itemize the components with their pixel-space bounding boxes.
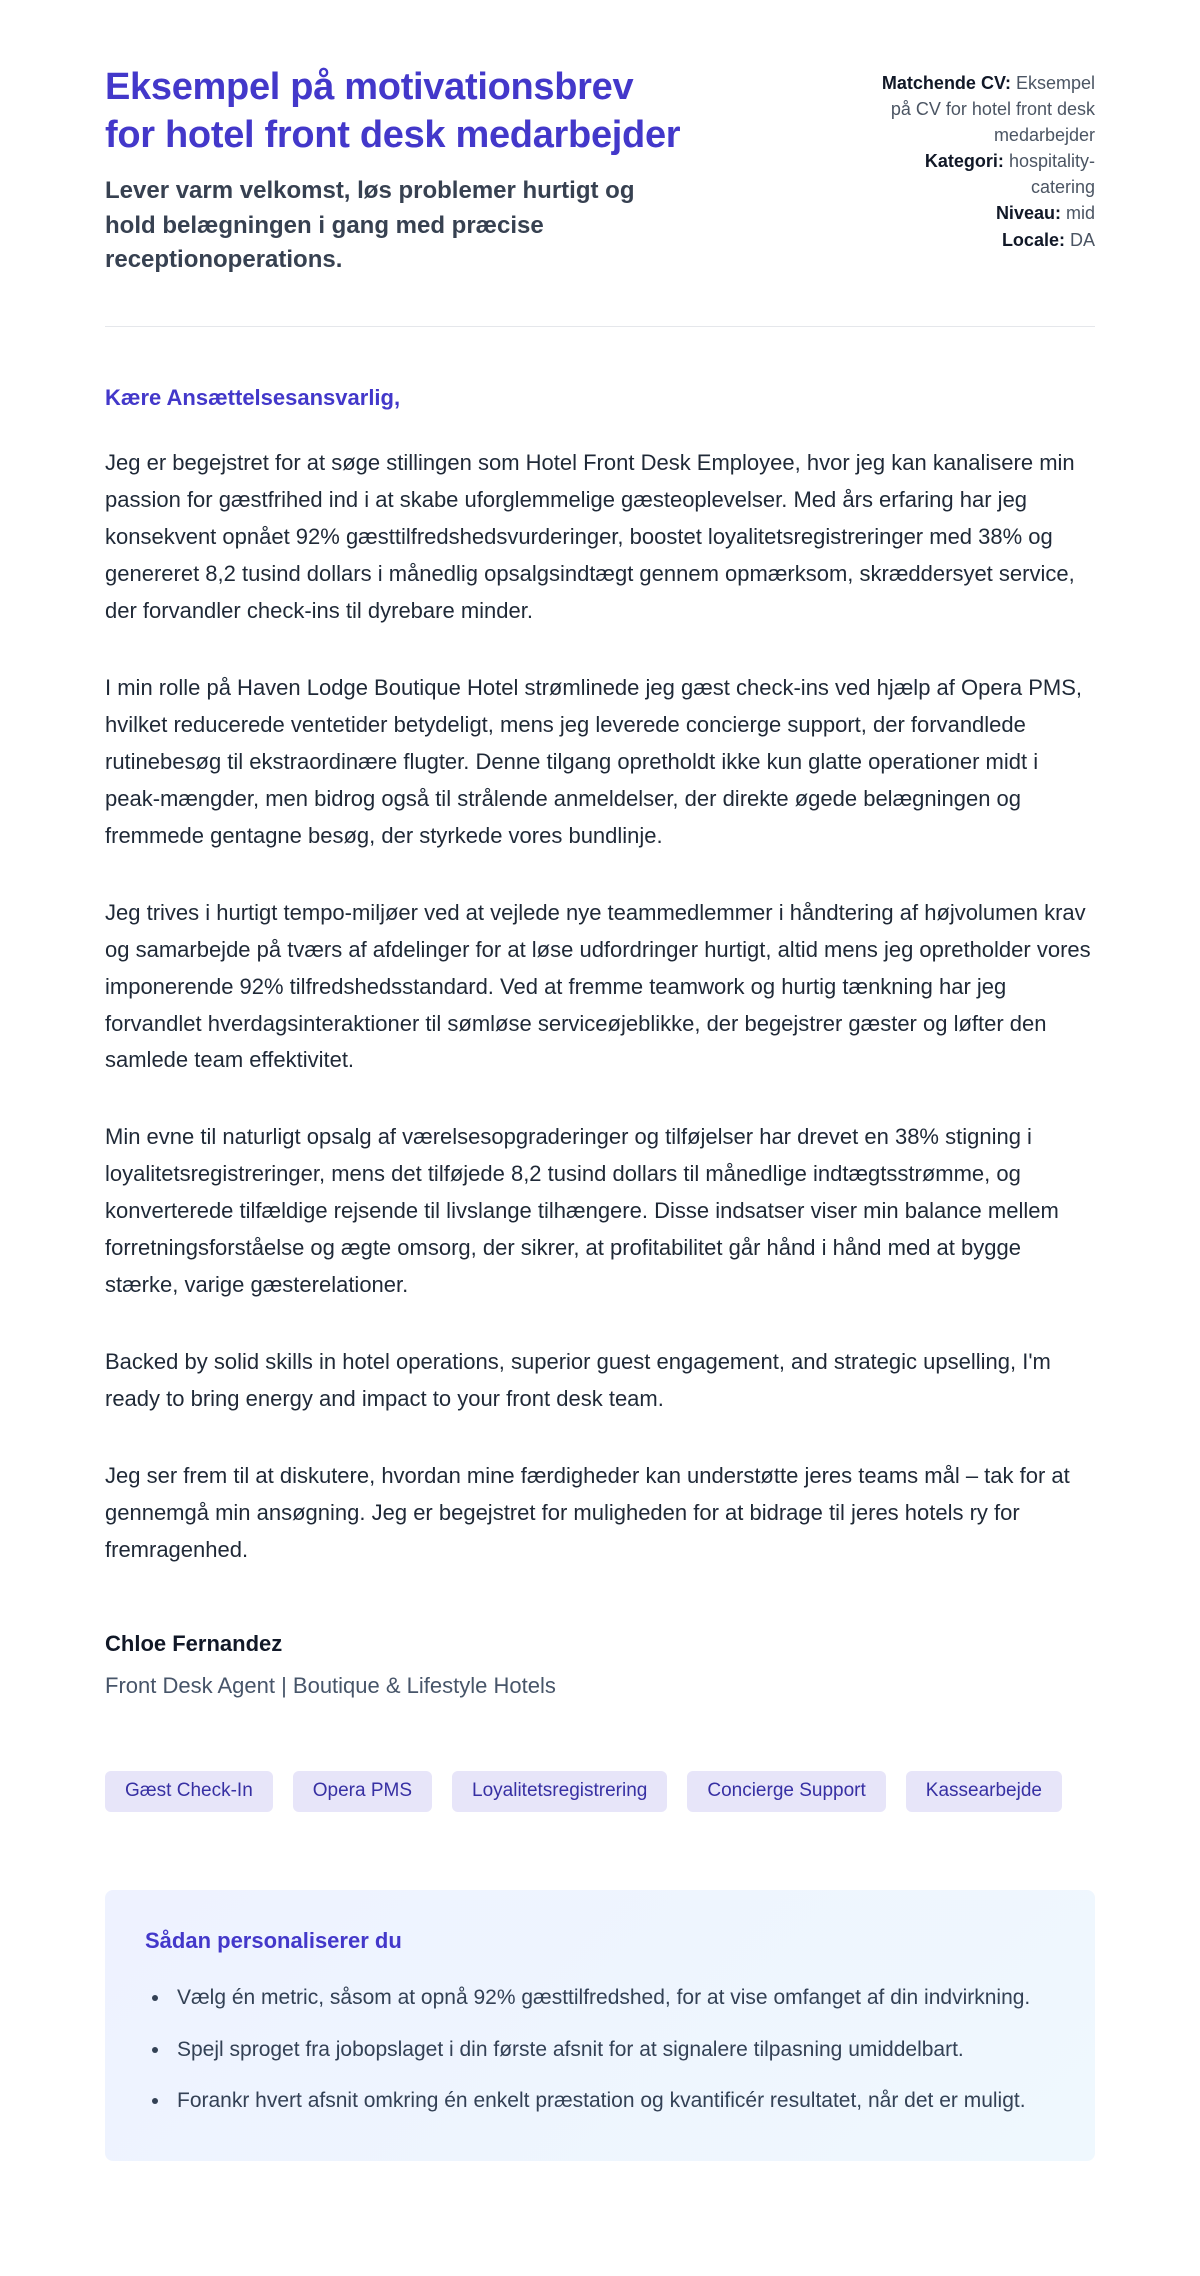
tip-item: • Spejl sproget fra jobopslaget i din første afsnit for at signalere tilpasning umiddelbart.: [171, 2032, 1055, 2068]
signature-block: [105, 1631, 1095, 1699]
page-subtitle: Lever varm velkomst, løs problemer hurtigt og hold belægningen i gang med præcise receptionoperations.: [105, 176, 635, 274]
meta-value: mid: [1065, 203, 1095, 224]
meta-row-matching-cv: [880, 70, 1095, 148]
meta-value: hospitality-catering: [1008, 151, 1095, 198]
meta-row-locale: [880, 227, 1095, 253]
callout-title: Sådan personaliserer du: [145, 1927, 402, 1953]
letter-body: [105, 385, 1095, 2161]
meta-value: Eksempel på CV for hotel front desk medarbejder: [890, 73, 1095, 146]
greeting: Kære Ansættelsesansvarlig,: [105, 385, 401, 411]
personalization-tips-callout: [105, 1890, 1095, 2161]
signature-name: Chloe Fernandez: [105, 1630, 283, 1656]
tip-item: • Vælg én metric, såsom at opnå 92% gæsttilfredshed, for at vise omfanget af din indvirkning.: [171, 1980, 1055, 2016]
callout-tips-list: [145, 1980, 1055, 2119]
body-paragraph: Jeg trives i hurtigt tempo-miljøer ved at vejlede nye teammedlemmer i håndtering af højvolumen krav og samarbejde på tværs af afdelinger for at løse udfordringer hurtigt, altid mens jeg opretholder vores imponerende 92% tilfredshedsstandard. Ved at fremme teamwork og hurtig tænkning har jeg forvandlet hverdagsinteraktioner til sømløse serviceøjeblikke, der begejstrer gæster og løfter den samlede team effektivitet.: [105, 899, 1091, 1073]
header: [105, 64, 1095, 278]
body-paragraph: I min rolle på Haven Lodge Boutique Hotel strømlinede jeg gæst check-ins ved hjælp af Opera PMS, hvilket reducerede ventetider betydeligt, mens jeg leverede concierge support, der forvandlede rutinebesøg til ekstraordinære flugter. Denne tilgang opretholdt ikke kun glatte operationer midt i peak-mængder, men bidrog også til strålende anmeldelser, der direkte øgede belægningen og fremmede gentagne besøg, der styrkede vores bundlinje.: [105, 674, 1083, 848]
body-paragraph: Min evne til naturligt opsalg af værelsesopgraderinger og tilføjelser har drevet en 38% stigning i loyalitetsregistreringer, mens det tilføjede 8,2 tusind dollars til månedlige indtægtsstrømme, og konverterede tilfældige rejsende til livslange tilhængere. Disse indsatser viser min balance mellem forretningsforståelse og ægte omsorg, der sikrer, at profitabilitet går hånd i hånd med at bygge stærke, varige gæsterelationer.: [105, 1124, 1059, 1298]
meta-label: Locale:: [1001, 229, 1065, 250]
tag-chip-concierge: Concierge Support: [687, 1771, 885, 1812]
divider: [105, 326, 1095, 327]
tag-chip-cashier: Kassearbejde: [906, 1771, 1062, 1812]
cover-letter-page: [105, 0, 1095, 2251]
tag-chip-guest-check-in: Gæst Check-In: [105, 1771, 273, 1812]
header-title-block: [105, 64, 685, 278]
signature-role: Front Desk Agent | Boutique & Lifestyle Hotels: [105, 1672, 556, 1698]
meta-row-category: [880, 148, 1095, 200]
tip-item: • Forankr hvert afsnit omkring én enkelt præstation og kvantificér resultatet, når det er muligt.: [171, 2083, 1055, 2119]
body-paragraph: Jeg er begejstret for at søge stillingen som Hotel Front Desk Employee, hvor jeg kan kanalisere min passion for gæstfrihed ind i at skabe uforglemmelige gæsteoplevelser. Med års erfaring har jeg konsekvent opnået 92% gæsttilfredshedsvurderinger, boostet loyalitetsregistreringer med 38% og genereret 8,2 tusind dollars i månedlig opsalgsindtægt gennem opmærksom, skræddersyet service, der forvandler check-ins til dyrebare minder.: [105, 450, 1075, 623]
page-title: Eksempel på motivationsbrev for hotel front desk medarbejder: [105, 66, 681, 156]
meta-row-level: [880, 200, 1095, 226]
meta-panel: [880, 70, 1095, 253]
meta-label: Matchende CV:: [881, 73, 1011, 93]
meta-label: Kategori:: [924, 151, 1004, 172]
meta-value: DA: [1069, 229, 1095, 250]
meta-label: Niveau:: [995, 203, 1061, 224]
body-paragraph: Jeg ser frem til at diskutere, hvordan mine færdigheder kan understøtte jeres teams mål – tak for at gennemgå min ansøgning. Jeg er begejstret for muligheden for at bidrage til jeres hotels ry for fremragenhed.: [105, 1463, 1070, 1563]
tag-chip-loyalty: Loyalitetsregistrering: [452, 1771, 667, 1812]
body-paragraph: Backed by solid skills in hotel operations, superior guest engagement, and strategic upselling, I'm ready to bring energy and impact to your front desk team.: [105, 1349, 1051, 1412]
tag-chip-opera-pms: Opera PMS: [293, 1771, 432, 1812]
skill-tags: [105, 1771, 1095, 1812]
